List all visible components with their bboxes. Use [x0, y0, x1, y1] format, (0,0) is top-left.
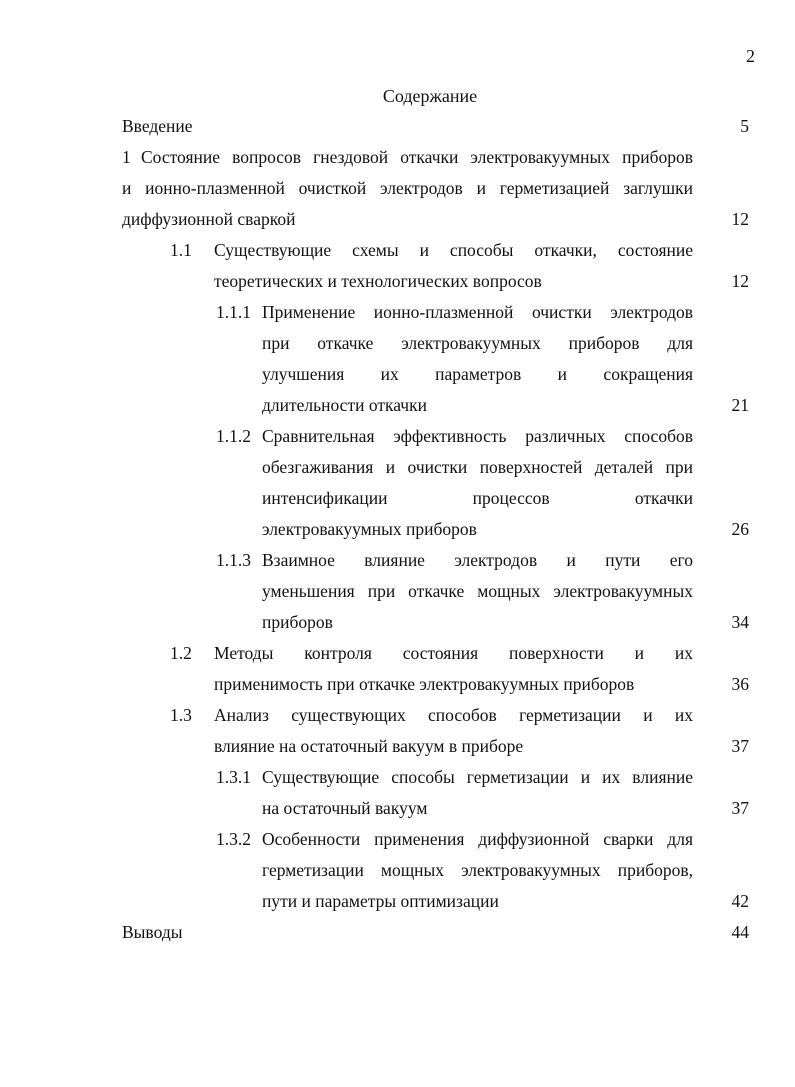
- toc-entry-text: Анализ существующих способов герметизации и их: [214, 705, 693, 725]
- toc-line: [0, 700, 795, 731]
- toc-line: [0, 235, 795, 266]
- toc-entry-text: Применение ионно-плазменной очистки электродов: [262, 302, 693, 322]
- toc-page-number: 21: [731, 395, 749, 415]
- toc-entry-text: обезгаживания и очистки поверхностей деталей при: [262, 457, 693, 477]
- toc-entry-s1-3-2: [0, 824, 795, 917]
- toc-page-number: 34: [731, 612, 749, 632]
- toc-line: [0, 762, 795, 793]
- toc-page-number: 44: [731, 922, 749, 942]
- toc-page-number: 12: [731, 209, 749, 229]
- toc-entry-text: улучшения их параметров и сокращения: [262, 364, 693, 384]
- toc-page-number: 12: [731, 271, 749, 291]
- toc-page-number: 36: [731, 674, 749, 694]
- toc-entry-number: 1.1.1: [216, 302, 251, 322]
- toc-line: [0, 576, 795, 607]
- toc-entry-text: теоретических и технологических вопросов: [214, 271, 542, 291]
- toc-entry-number: 1.3: [170, 705, 192, 725]
- toc-entry-s1-1-2: [0, 421, 795, 545]
- page-number: 2: [746, 46, 755, 66]
- toc-line: [0, 917, 795, 948]
- toc-entry-text: Методы контроля состояния поверхности и их: [214, 643, 693, 663]
- toc-line: [0, 607, 795, 638]
- toc-entry-number: 1: [122, 147, 131, 167]
- toc-entry-text: интенсификации процессов откачки: [262, 488, 693, 508]
- toc-line: [0, 824, 795, 855]
- toc-entry-text: длительности откачки: [262, 395, 427, 415]
- toc-entry-text: Существующие схемы и способы откачки, состояние: [214, 240, 693, 260]
- toc-line: [0, 855, 795, 886]
- toc-entry-s1-3: [0, 700, 795, 762]
- toc-entry-text: уменьшения при откачке мощных электровакуумных: [262, 581, 693, 601]
- toc-entry-text: влияние на остаточный вакуум в приборе: [214, 736, 524, 756]
- table-of-contents: [0, 111, 795, 948]
- toc-page-number: 26: [731, 519, 749, 539]
- toc-entry-text: Особенности применения диффузионной сварки для: [262, 829, 693, 849]
- toc-entry-s1-3-1: [0, 762, 795, 824]
- toc-entry-text: герметизации мощных электровакуумных приборов,: [262, 860, 693, 880]
- toc-entry-text: применимость при откачке электровакуумных приборов: [214, 674, 635, 694]
- toc-entry-s1-1-3: [0, 545, 795, 638]
- toc-line: [0, 421, 795, 452]
- toc-entry-s1-1-1: [0, 297, 795, 421]
- toc-entry-text: при откачке электровакуумных приборов для: [262, 333, 693, 353]
- toc-page-number: 37: [731, 798, 749, 818]
- toc-entry-text: Существующие способы герметизации и их влияние: [262, 767, 693, 787]
- toc-page-number: 37: [731, 736, 749, 756]
- toc-line: [0, 266, 795, 297]
- toc-entry-text: электровакуумных приборов: [262, 519, 477, 539]
- toc-page-number: 42: [731, 891, 749, 911]
- toc-line: [0, 669, 795, 700]
- toc-entry-number: 1.1: [170, 240, 192, 260]
- toc-entry-s1-2: [0, 638, 795, 700]
- toc-line: [0, 204, 795, 235]
- toc-entry-text: диффузионной сваркой: [122, 209, 296, 229]
- toc-line: [0, 390, 795, 421]
- toc-page-number: 5: [740, 116, 749, 136]
- toc-entry-ch1: [0, 142, 795, 235]
- toc-line: [0, 297, 795, 328]
- toc-entry-text: приборов: [262, 612, 333, 632]
- toc-line: [0, 793, 795, 824]
- toc-entry-text: Введение: [122, 116, 193, 136]
- toc-line: [0, 514, 795, 545]
- toc-line: [0, 359, 795, 390]
- toc-line: [0, 111, 795, 142]
- toc-line: [0, 328, 795, 359]
- toc-entry-number: 1.1.3: [216, 550, 251, 570]
- toc-entry-text: пути и параметры оптимизации: [262, 891, 499, 911]
- toc-entry-number: 1.1.2: [216, 426, 251, 446]
- toc-line: [0, 886, 795, 917]
- toc-entry-text: Взаимное влияние электродов и пути его: [262, 550, 693, 570]
- toc-entry-number: 1.2: [170, 643, 192, 663]
- toc-entry-text: Выводы: [122, 922, 183, 942]
- toc-line: [0, 545, 795, 576]
- toc-line: [0, 173, 795, 204]
- toc-entry-conclusions: [0, 917, 795, 948]
- toc-line: [0, 452, 795, 483]
- toc-line: [0, 483, 795, 514]
- toc-entry-text: и ионно-плазменной очисткой электродов и герметизацией заглушки: [122, 178, 693, 198]
- toc-entry-intro: [0, 111, 795, 142]
- toc-line: [0, 142, 795, 173]
- page-title: Содержание: [382, 86, 478, 106]
- toc-line: [0, 731, 795, 762]
- toc-entry-text: на остаточный вакуум: [262, 798, 428, 818]
- toc-entry-s1-1: [0, 235, 795, 297]
- toc-entry-text: Сравнительная эффективность различных способов: [262, 426, 693, 446]
- toc-entry-number: 1.3.2: [216, 829, 251, 849]
- toc-entry-number: 1.3.1: [216, 767, 251, 787]
- toc-line: [0, 638, 795, 669]
- toc-entry-text: Состояние вопросов гнездовой откачки электровакуумных приборов: [141, 147, 693, 167]
